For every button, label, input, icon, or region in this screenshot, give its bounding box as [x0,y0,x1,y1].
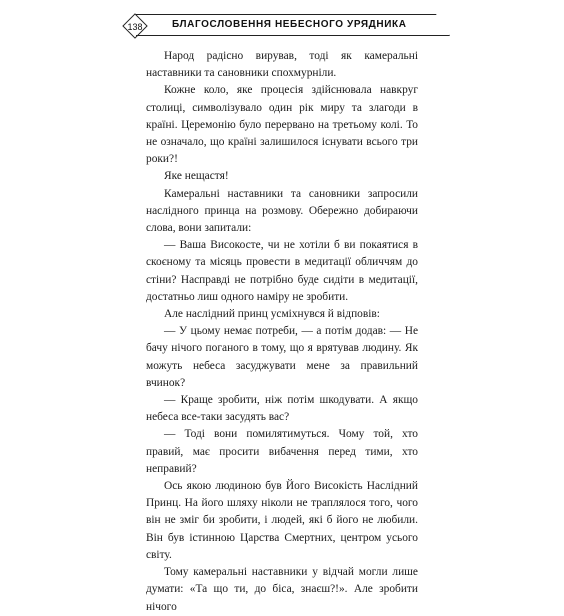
paragraph: — У цьому немає потреби, — а потім додав: — Не бачу нічого поганого в тому, що я врятував людину. Як можуть небеса засуджувати мене за правильний вчинок? [146,325,418,389]
paragraph: — Краще зробити, ніж потім шкодувати. А якщо небеса все-таки засудять вас? [146,394,418,424]
paragraph: Кожне коло, яке процесія здійснювала навкруг столиці, символізувало один рік миру та злагоди в країні. Церемонію було перервано на третьому колі. То не означало, що країні залишилося існувати всього три роки?! [146,84,418,166]
body-text [146,48,418,616]
paragraph: Але наслідний принц усміхнувся й відповів: [164,308,380,321]
paragraph: Камеральні наставники та сановники запросили наслідного принца на розмову. Обережно добираючи слова, вони запитали: [146,187,418,235]
paragraph: Ось якою людиною був Його Високість Наслідний Принц. На його шляху ніколи не траплялося того, чого він не зміг би зробити, і людей, які б його не любили. Він був істинною Царства Смертних, центром усього світу. [146,480,418,561]
running-title: БЛАГОСЛОВЕННЯ НЕБЕСНОГО УРЯДНИКА [172,19,407,30]
paragraph: Народ радісно вирував, тоді як камеральні наставники та сановники спохмурніли. [146,50,418,80]
running-header [120,14,450,36]
header-frame [136,14,450,36]
paragraph: Яке нещастя! [164,170,229,183]
paragraph: Тому камеральні наставники у відчай могли лише думати: «Та що ти, до біса, знаєш?!». Але зробити нічого [146,566,418,613]
paragraph: — Тоді вони помилятимуться. Чому той, хто правий, має просити вибачення перед тими, хто неправий? [146,428,418,475]
paragraph: — Ваша Високосте, чи не хотіли б ви покаятися в скоєному та місяць провести в медитації обличчям до стіни? Насправді не потрібно буде сидіти в медитації, достатньо лиш одного наміру не зробити. [146,239,418,303]
page-number: 138 [127,22,143,32]
header-corner-cut [436,14,450,36]
